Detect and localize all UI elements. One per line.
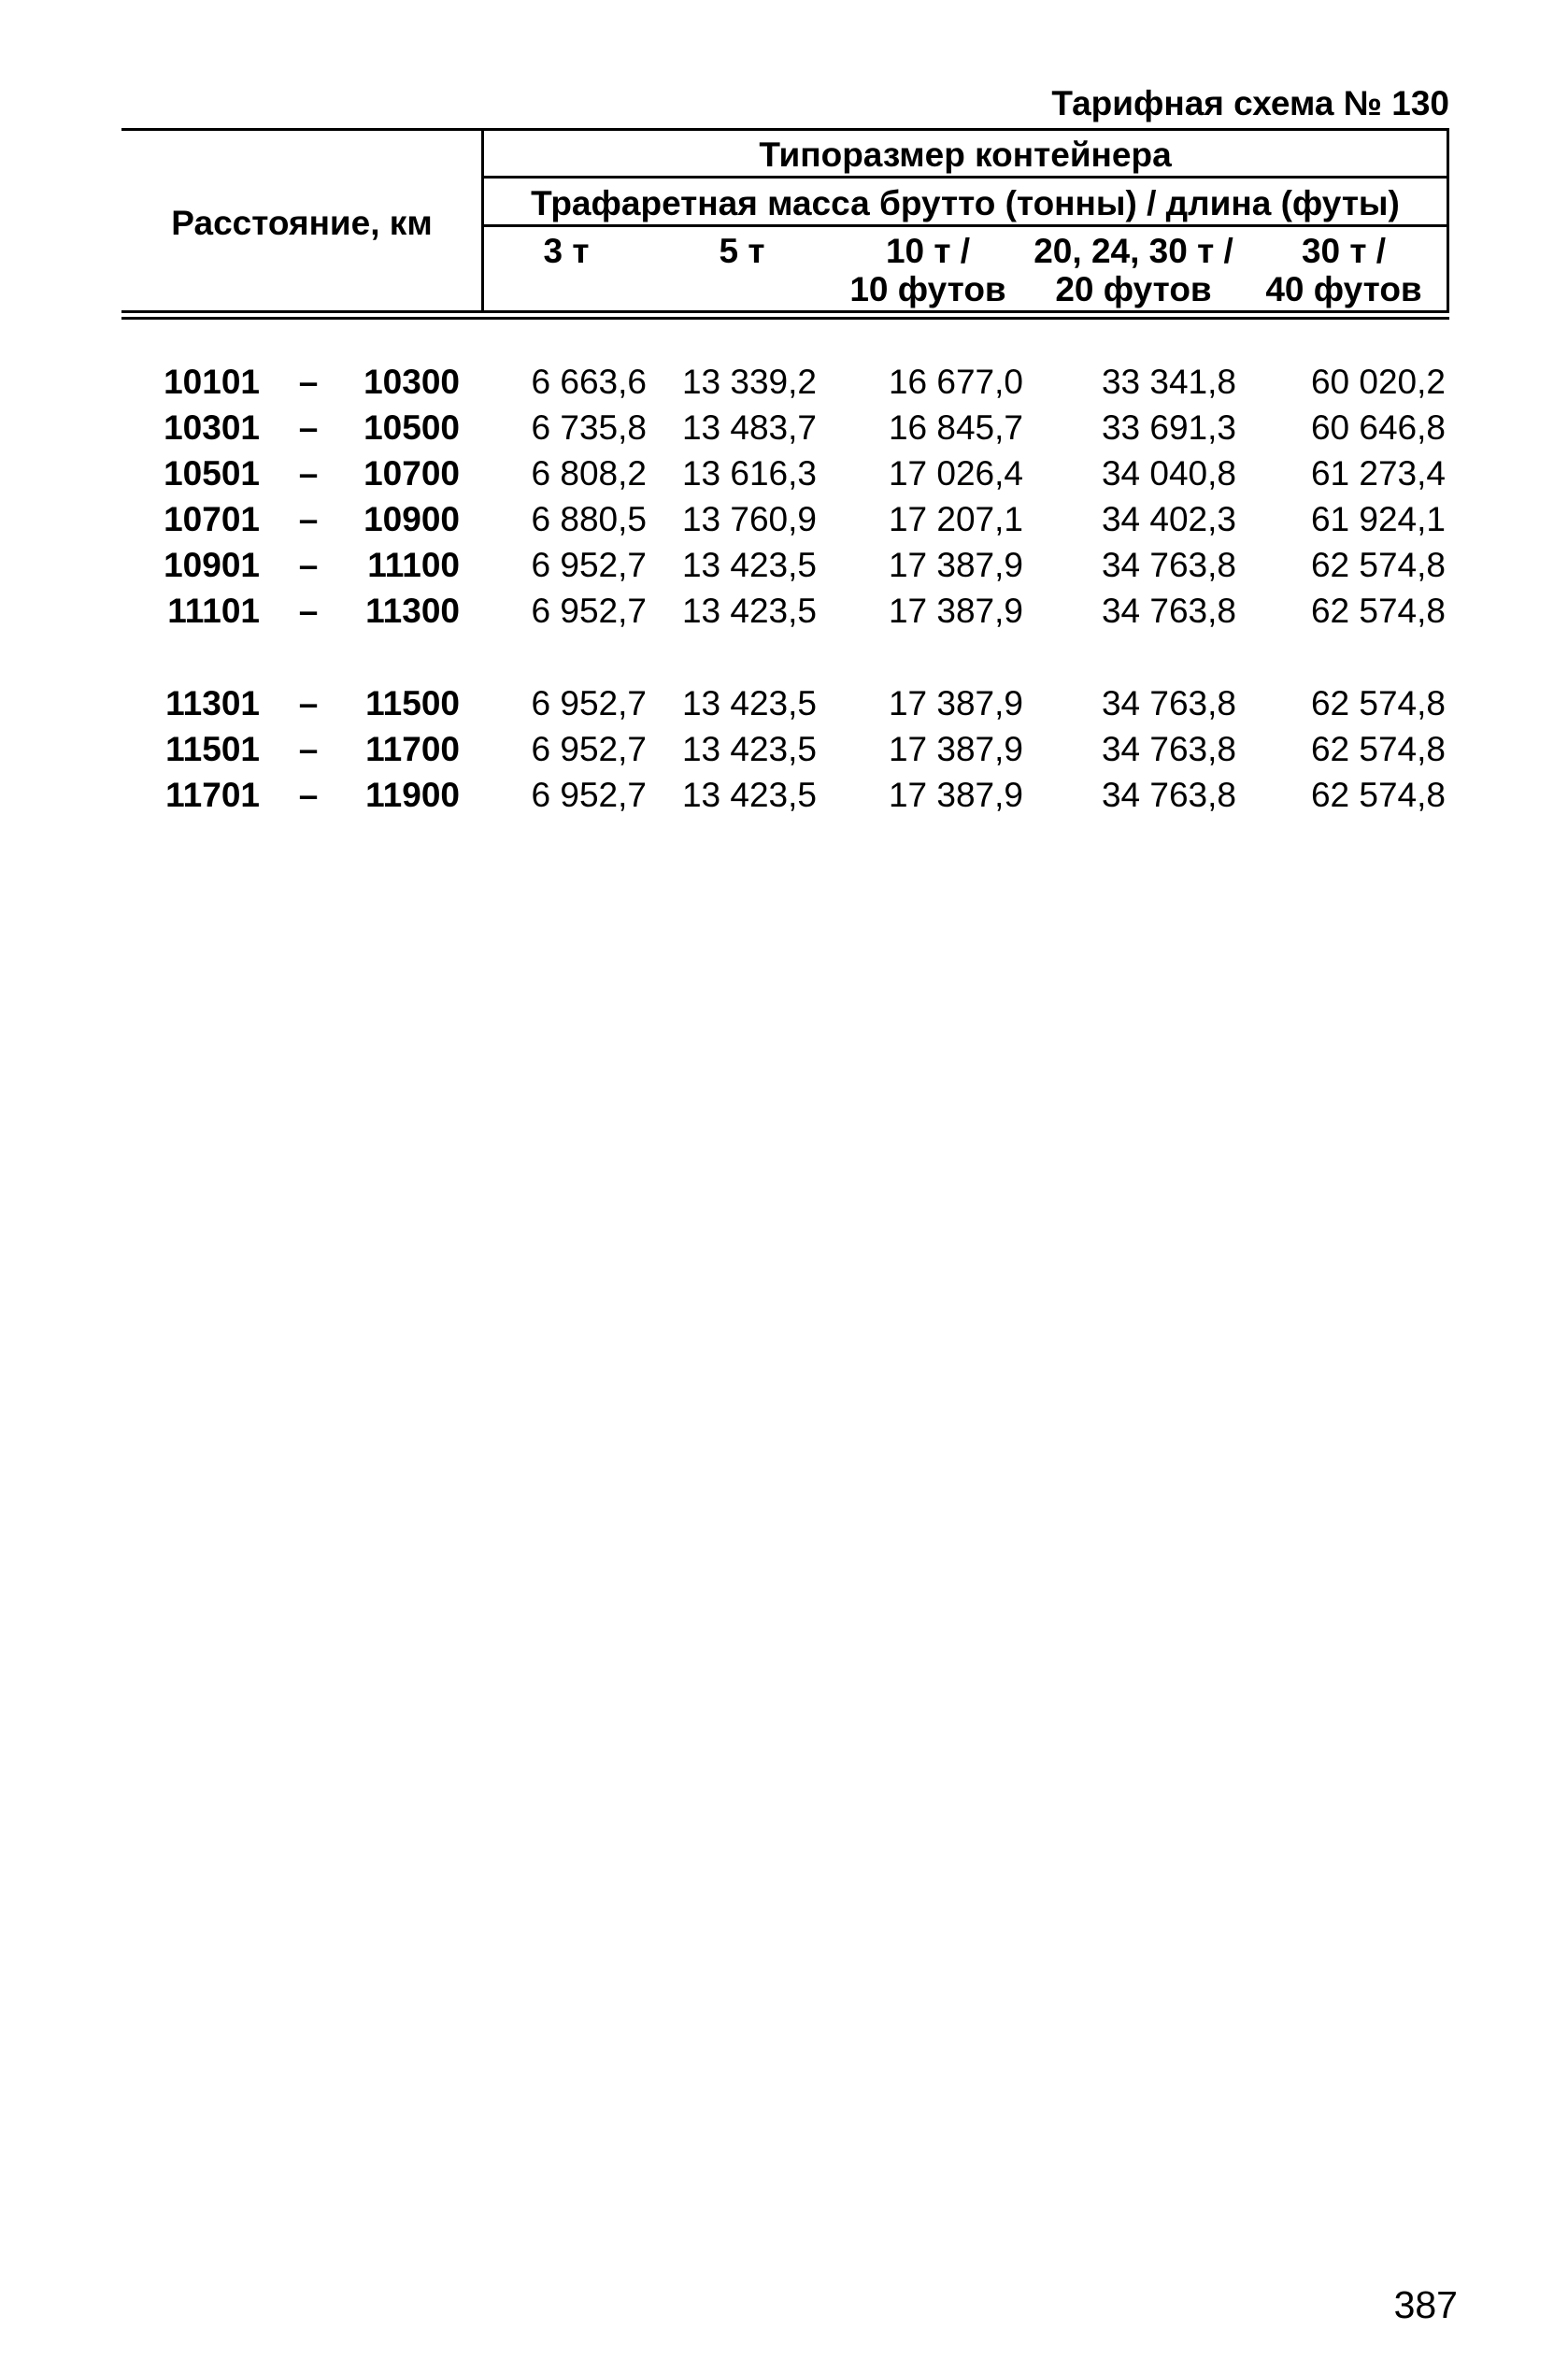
distance-to: 10300	[363, 363, 460, 401]
distance-from: 10701	[164, 500, 260, 538]
tariff-5t: 13 423,5	[681, 776, 817, 814]
tariff-30t: 62 574,8	[1310, 546, 1446, 584]
header-left-divider	[481, 129, 484, 312]
header-rule-mass-length	[482, 224, 1449, 227]
distance-to: 10900	[363, 500, 460, 538]
tariff-5t: 13 423,5	[681, 546, 817, 584]
tariff-20t: 34 040,8	[1101, 454, 1236, 493]
tariff-20t: 34 763,8	[1101, 776, 1236, 814]
tariff-5t: 13 423,5	[681, 592, 817, 630]
tariff-3t: 6 735,8	[531, 408, 647, 447]
tariff-10t: 17 387,9	[888, 730, 1023, 768]
tariff-3t: 6 808,2	[531, 454, 647, 493]
tariff-5t: 13 483,7	[681, 408, 817, 447]
tariff-5t: 13 423,5	[681, 684, 817, 722]
distance-dash: –	[298, 684, 319, 722]
tariff-20t: 34 763,8	[1101, 592, 1236, 630]
tariff-3t: 6 952,7	[531, 592, 647, 630]
header-bottom-rule-2	[121, 317, 1449, 320]
tariff-3t: 6 952,7	[531, 776, 647, 814]
tariff-20t: 34 402,3	[1101, 500, 1236, 538]
tariff-30t: 61 924,1	[1310, 500, 1446, 538]
tariff-5t: 13 339,2	[681, 363, 817, 401]
distance-to: 11900	[365, 776, 460, 814]
table-row	[0, 589, 1568, 634]
distance-to: 11100	[367, 546, 460, 584]
distance-dash: –	[298, 776, 319, 814]
distance-from: 10101	[164, 363, 260, 401]
distance-to: 11300	[365, 592, 460, 630]
tariff-30t: 61 273,4	[1310, 454, 1446, 493]
table-row	[0, 497, 1568, 542]
header-right-border	[1447, 129, 1449, 312]
header-col-5t: 5 т	[719, 232, 765, 270]
tariff-3t: 6 880,5	[531, 500, 647, 538]
header-distance: Расстояние, км	[171, 204, 433, 242]
tariff-30t: 62 574,8	[1310, 684, 1446, 722]
header-col-30t-length: 40 футов	[1265, 270, 1422, 308]
page-number: 387	[1393, 2283, 1458, 2326]
table-row	[0, 360, 1568, 405]
tariff-20t: 33 691,3	[1101, 408, 1236, 447]
tariff-30t: 62 574,8	[1310, 730, 1446, 768]
tariff-30t: 60 020,2	[1310, 363, 1446, 401]
tariff-30t: 62 574,8	[1310, 592, 1446, 630]
tariff-5t: 13 760,9	[681, 500, 817, 538]
distance-dash: –	[298, 730, 319, 768]
tariff-10t: 17 387,9	[888, 592, 1023, 630]
header-col-3t: 3 т	[543, 232, 590, 270]
distance-dash: –	[298, 546, 319, 584]
header-col-30t: 30 т /	[1301, 232, 1387, 270]
header-mass-length: Трафаретная масса брутто (тонны) / длина (футы)	[531, 184, 1400, 222]
header-bottom-rule	[121, 310, 1449, 313]
header-col-10t: 10 т /	[885, 232, 971, 270]
distance-dash: –	[298, 500, 319, 538]
distance-dash: –	[298, 454, 319, 493]
tariff-10t: 17 387,9	[888, 776, 1023, 814]
tariff-10t: 16 845,7	[888, 408, 1023, 447]
table-row	[0, 451, 1568, 496]
distance-from: 10301	[164, 408, 260, 447]
tariff-3t: 6 952,7	[531, 730, 647, 768]
tariff-3t: 6 952,7	[531, 684, 647, 722]
distance-to: 10700	[363, 454, 460, 493]
distance-from: 11701	[165, 776, 260, 814]
header-col-20t: 20, 24, 30 т /	[1033, 232, 1233, 270]
tariff-20t: 34 763,8	[1101, 684, 1236, 722]
tariff-10t: 16 677,0	[888, 363, 1023, 401]
distance-from: 10501	[164, 454, 260, 493]
distance-from: 11501	[165, 730, 260, 768]
tariff-20t: 34 763,8	[1101, 730, 1236, 768]
table-row	[0, 727, 1568, 772]
tariff-10t: 17 387,9	[888, 546, 1023, 584]
header-rule-container-type	[482, 176, 1449, 179]
distance-dash: –	[298, 408, 319, 447]
tariff-20t: 34 763,8	[1101, 546, 1236, 584]
distance-dash: –	[298, 592, 319, 630]
tariff-5t: 13 616,3	[681, 454, 817, 493]
tariff-3t: 6 952,7	[531, 546, 647, 584]
distance-dash: –	[298, 363, 319, 401]
tariff-30t: 62 574,8	[1310, 776, 1446, 814]
table-row	[0, 681, 1568, 726]
distance-from: 11101	[167, 592, 260, 630]
distance-to: 10500	[363, 408, 460, 447]
header-col-10t-length: 10 футов	[849, 270, 1006, 308]
table-row	[0, 406, 1568, 450]
tariff-10t: 17 387,9	[888, 684, 1023, 722]
tariff-5t: 13 423,5	[681, 730, 817, 768]
tariff-20t: 33 341,8	[1101, 363, 1236, 401]
tariff-3t: 6 663,6	[531, 363, 647, 401]
distance-to: 11700	[365, 730, 460, 768]
header-container-type: Типоразмер контейнера	[759, 136, 1172, 174]
header-col-20t-length: 20 футов	[1055, 270, 1212, 308]
header-top-rule	[121, 128, 1449, 131]
tariff-10t: 17 026,4	[888, 454, 1023, 493]
tariff-10t: 17 207,1	[888, 500, 1023, 538]
distance-to: 11500	[365, 684, 460, 722]
scheme-title: Тарифная схема № 130	[1051, 84, 1449, 122]
tariff-30t: 60 646,8	[1310, 408, 1446, 447]
distance-from: 10901	[164, 546, 260, 584]
distance-from: 11301	[165, 684, 260, 722]
table-row	[0, 773, 1568, 818]
table-row	[0, 543, 1568, 588]
